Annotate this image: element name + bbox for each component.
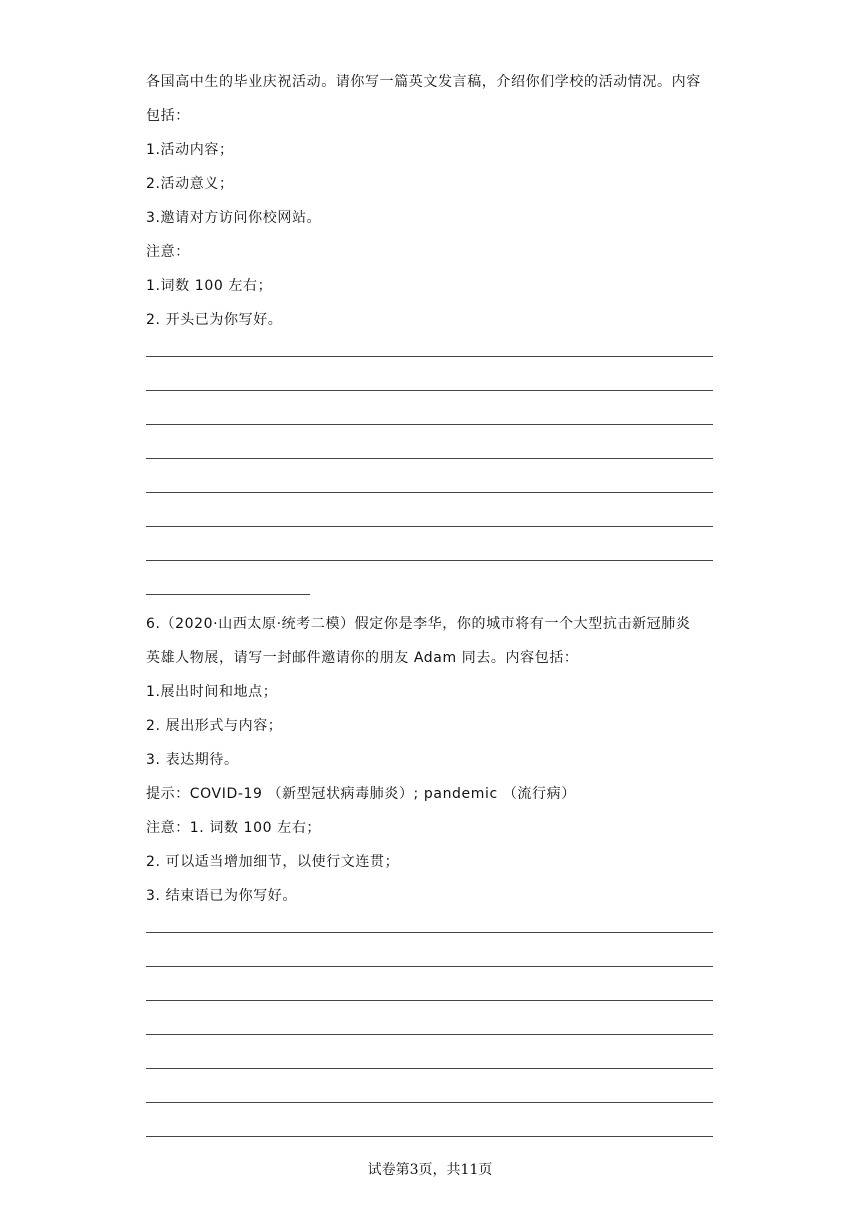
question6-item-3: 3. 表达期待。 xyxy=(146,752,239,768)
question6-item-2: 2. 展出形式与内容； xyxy=(146,718,283,734)
section1-notes-label: 注意： xyxy=(146,244,190,260)
answer-line xyxy=(146,1102,713,1103)
answer-line-short xyxy=(146,594,310,595)
answer-line xyxy=(146,458,713,459)
answer-line xyxy=(146,1068,713,1069)
section1-note-2: 2. 开头已为你写好。 xyxy=(146,312,283,328)
section1-note-1: 1.词数 100 左右； xyxy=(146,278,273,294)
question6-note-2: 2. 可以适当增加细节，以使行文连贯； xyxy=(146,854,400,870)
question6-note-1: 注意：1. 词数 100 左右； xyxy=(146,820,322,836)
answer-line xyxy=(146,1034,713,1035)
answer-line xyxy=(146,560,713,561)
answer-line xyxy=(146,1136,713,1137)
answer-line xyxy=(146,424,713,425)
answer-line xyxy=(146,390,713,391)
section1-item-2: 2.活动意义； xyxy=(146,176,234,192)
page-footer: 试卷第3页，共11页 xyxy=(367,1162,493,1178)
answer-line xyxy=(146,1000,713,1001)
question6-line1: 6.（2020·山西太原·统考二模）假定你是李华，你的城市将有一个大型抗击新冠肺炎 xyxy=(146,616,691,632)
section1-intro-line2: 包括： xyxy=(146,108,190,124)
section1-item-3: 3.邀请对方访问你校网站。 xyxy=(146,210,322,226)
question6-note-3: 3. 结束语已为你写好。 xyxy=(146,888,298,904)
question6-hint: 提示：COVID-19 （新型冠状病毒肺炎）; pandemic （流行病） xyxy=(146,786,576,802)
answer-line xyxy=(146,932,713,933)
answer-line xyxy=(146,492,713,493)
answer-line xyxy=(146,526,713,527)
question6-line2: 英雄人物展，请写一封邮件邀请你的朋友 Adam 同去。内容包括： xyxy=(146,650,579,666)
section1-intro-line1: 各国高中生的毕业庆祝活动。请你写一篇英文发言稿，介绍你们学校的活动情况。内容 xyxy=(146,74,701,90)
question6-item-1: 1.展出时间和地点； xyxy=(146,684,278,700)
answer-line xyxy=(146,966,713,967)
answer-line xyxy=(146,356,713,357)
section1-item-1: 1.活动内容； xyxy=(146,142,234,158)
